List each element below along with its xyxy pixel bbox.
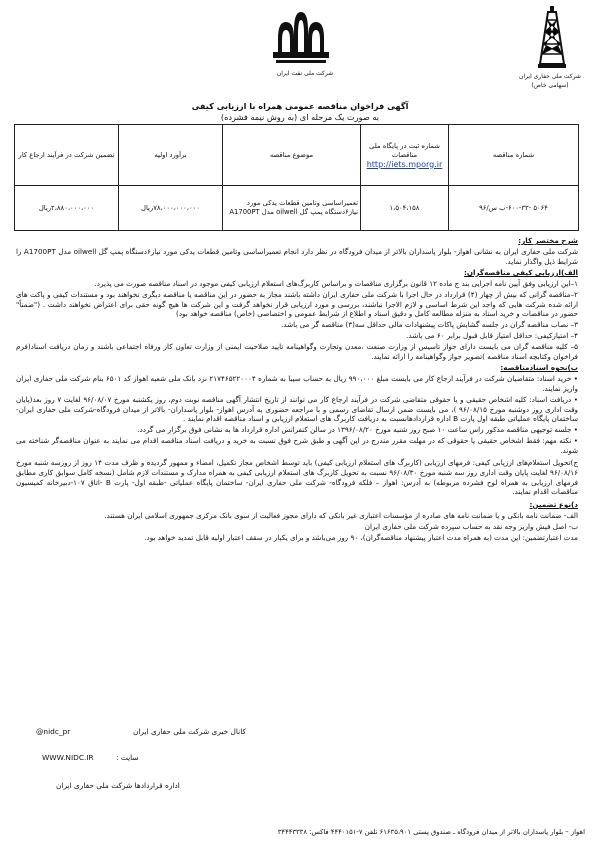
notice-body [16, 236, 578, 544]
notice-subtitle: به صورت یک مرحله ای (به روش نیمه فشرده) [220, 112, 380, 122]
section-d-be: ب- اصل فیش واریز وجه نقد به حساب سپرده شرکت ملی حفاری ایران [364, 522, 578, 532]
cell-registry-number: ۱،۵۰۴،۱۵۸ [361, 186, 449, 231]
section-b-briefing: • جلسه توجیهی مناقصه مذکور راس ساعت ۱۰ صبح روز شنبه مورخ ۱۳۹۶/۰۸/۲۰ در سالن کنفرانس اداره قرارداد ها به نشانی فوق برگزار می گردد. [137, 425, 578, 435]
section-b-important-note: • نکته مهم: فقط اشخاص حقیقی یا حقوقی که در مهلت مقرر مندرج در این آگهی و طبق شرح فوق نسبت به خرید و دریافت اسناد مناقصه اقدام می نمایند به عنوان مناقصه‌گر شناخته می شوند. [16, 436, 578, 455]
contact-block [16, 715, 576, 795]
brief-heading: شرح مختصر کار: [518, 236, 578, 245]
cell-subject: تعمیراساسی وتامین قطعات یدکی مورد نیاز۶دستگاه پمپ گل oilwell مدل A1700PT [223, 186, 361, 231]
cell-tender-number: ۵۰۶۴ -۶۰۰-۳۳-ب س/۹۶ [449, 186, 579, 231]
tender-table [14, 124, 579, 231]
header-subject: موضوع مناقصه [223, 125, 361, 186]
brief-text: شرکت ملی حفاری ایران به نشانی اهواز- بلوار پاسداران بالاتر از میدان فرودگاه در نظر دارد انجام تعمیراساسی وتامین قطعات یدکی مورد نیاز۶دستگاه پمپ گل oilwell مدل A1700PT را شرایط ذیل واگذار نماید. [16, 247, 578, 266]
registry-link[interactable]: http://iets.mporg.ir [366, 159, 443, 169]
nidc-type: (سهامی خاص) [531, 82, 569, 89]
nidc-name: شرکت ملی حفاری ایران [519, 73, 581, 80]
section-b-receive: • دریافت اسناد: کلیه اشخاص حقیقی و یا حقوقی متقاضی شرکت در فرآیند ارجاع کار می توانند از تاریخ انتشار آگهی مناقصه نوبت دوم، روز یکشنبه مورخ ۹۶/۰۸/۰۷ لغایت ۷ روز بعد(پایان وقت اداری روز دوشنبه مورخ ۹۶/۰۸/۱۵ )، می بایست ضمن ارسال تقاضای رسمی و با مراجعه حضوری به آدرس اهواز- بلوار پاسداران- بالاتر از میدان فرودگاه-شرکت ملی حفاری ایران- ساختمان پایگاه عملیاتی طبقه اول پارت B اداره قراردادهانسبت به دریافت کاربرگ های استعلام ارزیابی و اسناد مناقصه اقدام نمایند . [16, 394, 578, 424]
site-label: : سایت [116, 753, 139, 762]
table-header-row [15, 125, 579, 186]
section-a-item-4: ۴– امتیازکیفی: حداقل امتیاز قابل قبول برابر ۶۰ می باشد. [406, 331, 578, 341]
header-registry-number: شماره ثبت در پایگاه ملی مناقصات http://iets.mporg.ir [361, 125, 449, 186]
nidc-derrick-logo-icon [538, 6, 566, 68]
footer-address: اهواز – بلوار پاسداران بالاتر از میدان فرودگاه ـ صندوق پستی ۶۱۶۳۵،۹۰۱ تلفن ۷-۴۴۴۰۱۵۱ فاکس: ۳۴۴۴۳۳۳۸ [277, 828, 585, 836]
cell-guarantee: ۲،۸۸۰،۰۰۰،۰۰۰ریال [15, 186, 119, 231]
section-b-heading: ب)نحوه اسنادمناقصه: [500, 363, 578, 373]
site-url[interactable]: WWW.NIDC.IR [42, 753, 94, 762]
header-tender-number: شماره مناقصه [449, 125, 579, 186]
channel-label: کانال خبری شرکت ملی حفاری ایران [132, 727, 246, 736]
section-a-item-5: ۵– کلیه مناقصه گران می بایست دارای جواز تاسیس از وزارت صنعت ،معدن وتجارت وگواهینامه تایید صلاحیت ایمنی از وزارت تعاون کار ورفاه اجتماعی باشند و زمان دریافت اسناد(فرم فراخوان وکتابچه اسناد مناقصه )تصویر جواز وگواهینامه را ارائه نمایند. [16, 342, 578, 362]
nioc-logo-icon [270, 8, 332, 66]
nidc-caption [510, 72, 590, 90]
section-d-heading: د)نوع تضمین: [529, 499, 578, 509]
section-a-item-1: ۱–این ارزیابی وفق آیین نامه اجرایی بند ج ماده ۱۲ قانون برگزاری مناقصات و براساس کاربرگ‌های استعلام ارزیابی کیفی موجود در اسناد مناقصه صورت می پذیرد. [94, 278, 578, 288]
section-c-delivery: ج)تحویل استعلام‌های ارزیابی کیفی: فرمهای ارزیابی (کاربرگ های استعلام ارزیابی کیفی) باید توسط اشخاص مجاز تکمیل، امضاء و ممهور گردیده و ظرف مدت ۱۴ روز از روزسه شنبه مورخ ۹۶/۰۸/۱۶ لغایت پایان وقت اداری روز سه شنبه مورخ ۹۶/۰۸/۳۰ نسبت به تحویل کاربرگ های استعلام ارزیابی کیفی به همراه مدارک و مستندات لازم شامل (نسخه کامل سوابق کاری مطابق فرمهای ارزیابی به همراه لوح فشرده مربوطه) به آدرس: اهواز – فلکه فرودگاه- شرکت ملی حفاری ایران- ساختمان پایگاه عملیاتی -طبقه اول- پارت B -اتاق ۱۰۷-دبیرخانه کمیسیون مناقصات اقدام نمایند. [16, 458, 578, 497]
cell-estimate: ۷۸،۰۰۰،۰۰۰،۰۰۰ریال [119, 186, 223, 231]
channel-id[interactable]: @nidc_pr [36, 727, 71, 736]
section-b-purchase: • خرید اسناد: متقاضیان شرکت در فرآیند ارجاع کار می بایست مبلغ ۹۹۰،۰۰۰ ریال به حساب سیبا به شماره ۲۱۷۴۶۵۲۲۰۰۰۴ نزد بانک ملی شعبه اهواز کد ۶۵۰۱ بنام شرکت ملی حفاری ایران واریز نمایند. [16, 374, 578, 393]
notice-title: آگهی فراخوان مناقصه عمومی همراه با ارزیابی کیفی [191, 101, 409, 111]
table-row [15, 186, 579, 231]
nioc-caption: شرکت ملی نفت ایران [276, 70, 334, 77]
section-a-heading: الف)ارزیابی کیفی مناقصه‌گران: [463, 267, 578, 277]
header-guarantee: تضمین شرکت در فرآیند ارجاع کار [15, 125, 119, 186]
section-a-item-2: ۲–مناقصه گرانی که بیش از چهار (۴) قرارداد در حال اجرا با شرکت ملی حفاری ایران داشته باشند مجاز به حضور در این مناقصه یا مناقصه دیگری نخواهند بود و مستندات کیفی و پاکت های ارائه شده شرکت هایی که واجد این شرط اساسی و لازم الاجرا نباشند، بررسی و مورد ارزیابی قرار نخواهد گرفت و این شرکت ها هیچ گونه حقی برای اعتراض نخواهند داشت . ("ضمناً" حضور در مناقصات و خرید اسناد به منزله مطالعه کامل و دقیق اسناد و اطلاع از شرایط عمومی و اختصاصی (خاص) مناقصه خواهد بود) [16, 289, 578, 319]
contracts-office: اداره قراردادها شرکت ملی حفاری ایران [56, 781, 180, 790]
section-d-alef: الف- ضمانت نامه بانکی و یا ضمانت نامه های صادره از مؤسسات اعتباری غیر بانکی که دارای مجوز فعالیت از سوی بانک مرکزی جمهوری اسلامی ایران هستند. [104, 510, 578, 520]
section-d-validity: مدت اعتبارتضمین: این مدت (به همراه مدت اعتبار پیشنهاد مناقصه‌گران)، ۹۰ روز می‌باشد و برای یکبار در سقف اعتبار اولیه قابل تمدید خواهد بود. [144, 533, 578, 543]
section-a-item-3: ۳– نصاب مناقصه گران در جلسه گشایش پاکات پیشنهادات مالی حداقل سه(۳) مناقصه گر می باشد. [281, 320, 578, 330]
header-estimate: برآورد اولیه [119, 125, 223, 186]
